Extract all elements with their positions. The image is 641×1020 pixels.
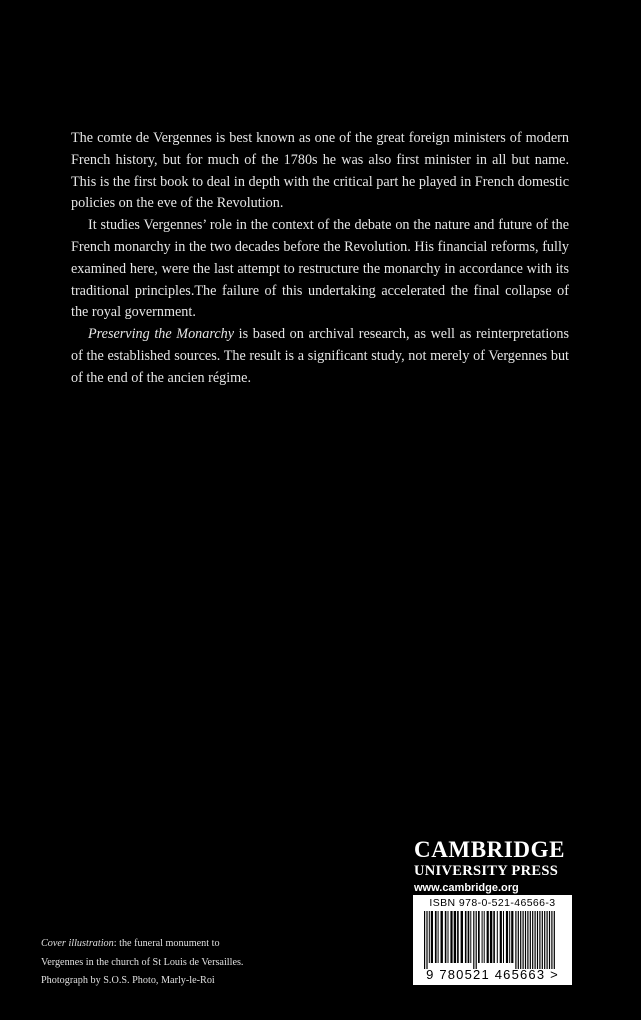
barcode-bar	[497, 911, 498, 963]
barcode-bar	[532, 911, 533, 969]
barcode-bar	[476, 911, 477, 969]
barcode-bar	[473, 911, 474, 969]
barcode-bar	[448, 911, 449, 963]
barcode-bar	[461, 911, 463, 963]
back-cover-blurb	[71, 128, 569, 390]
barcode-bar	[511, 911, 513, 963]
barcode-bar	[506, 911, 508, 963]
blurb-paragraph-1: The comte de Vergennes is best known as one of the great foreign ministers of modern French history, but for much of the 1780s he was also first minister in all but name. This is the first book to deal in depth with the critical part he played in French domestic policies on the eve of the Revolution.	[71, 130, 569, 212]
barcode-bar	[539, 911, 540, 969]
barcode-bar	[542, 911, 543, 969]
credit-line-1-text: : the funeral monument to	[113, 938, 220, 949]
barcode-bar	[468, 911, 470, 963]
isbn-label: ISBN 978-0-521-46566-3	[429, 897, 556, 909]
blurb-paragraph-3	[71, 324, 569, 389]
barcode-bar	[537, 911, 538, 969]
barcode-bar	[450, 911, 452, 963]
barcode-bar	[503, 911, 504, 963]
barcode-bar	[482, 911, 483, 963]
barcode-bar	[454, 911, 456, 963]
publisher-subtitle: UNIVERSITY PRESS	[414, 863, 559, 879]
barcode-bar	[518, 911, 519, 969]
barcode-bar	[520, 911, 521, 969]
blurb-paragraph-2: It studies Vergennes’ role in the context of the debate on the nature and future of the French monarchy in the two decades before the Revolution. His financial reforms, fully examined here, were the last attempt to restructure the monarchy in accordance with its traditional principles.The failure of this undertaking accelerated the final collapse of the royal government.	[71, 217, 569, 321]
blurb-paragraph-3-text: is based on archival research, as well as reinterpretations of the established sources. The result is a significant study, not merely of Vergennes but of the end of the ancien régime.	[71, 326, 569, 386]
barcode-bar	[435, 911, 437, 963]
barcode-bar	[509, 911, 510, 963]
barcode-bar	[478, 911, 480, 963]
barcode-bar	[429, 911, 430, 963]
publisher-logo	[414, 838, 584, 896]
barcode-bar	[527, 911, 528, 969]
barcode-bar	[487, 911, 489, 963]
barcode-bar	[470, 911, 471, 963]
barcode-bar	[535, 911, 536, 969]
credit-line-1	[41, 935, 301, 954]
barcode-bar	[441, 911, 443, 963]
credit-label: Cover illustration	[41, 938, 114, 949]
publisher-url: www.cambridge.org	[414, 882, 519, 894]
barcode-bar	[551, 911, 552, 969]
barcode-bar	[431, 911, 433, 963]
barcode-bar	[530, 911, 531, 969]
barcode-bar	[457, 911, 459, 963]
barcode-bars	[424, 911, 561, 969]
barcode-bar	[438, 911, 439, 963]
cover-illustration-credit	[41, 935, 301, 991]
barcode-bar	[445, 911, 447, 963]
barcode-bar	[493, 911, 495, 963]
barcode-bar	[465, 911, 467, 963]
book-title: Preserving the Monarchy	[88, 326, 235, 343]
barcode-bar	[490, 911, 492, 963]
isbn-barcode	[413, 895, 572, 985]
barcode-bar	[515, 911, 516, 969]
barcode-bar	[500, 911, 502, 963]
publisher-name: CAMBRIDGE	[414, 837, 566, 862]
credit-line-2: Vergennes in the church of St Louis de Versailles.	[41, 956, 244, 968]
barcode-bar	[424, 911, 425, 969]
barcode-bar	[484, 911, 485, 963]
barcode-bar	[426, 911, 427, 969]
barcode-bar	[549, 911, 550, 969]
credit-line-3: Photograph by S.O.S. Photo, Marly-le-Roi	[41, 975, 215, 986]
barcode-digits: 9 780521 465663 >	[426, 967, 559, 982]
barcode-bar	[544, 911, 545, 969]
barcode-bar	[523, 911, 524, 969]
barcode-bar	[525, 911, 526, 969]
barcode-bar	[554, 911, 555, 969]
barcode-bar	[547, 911, 548, 969]
